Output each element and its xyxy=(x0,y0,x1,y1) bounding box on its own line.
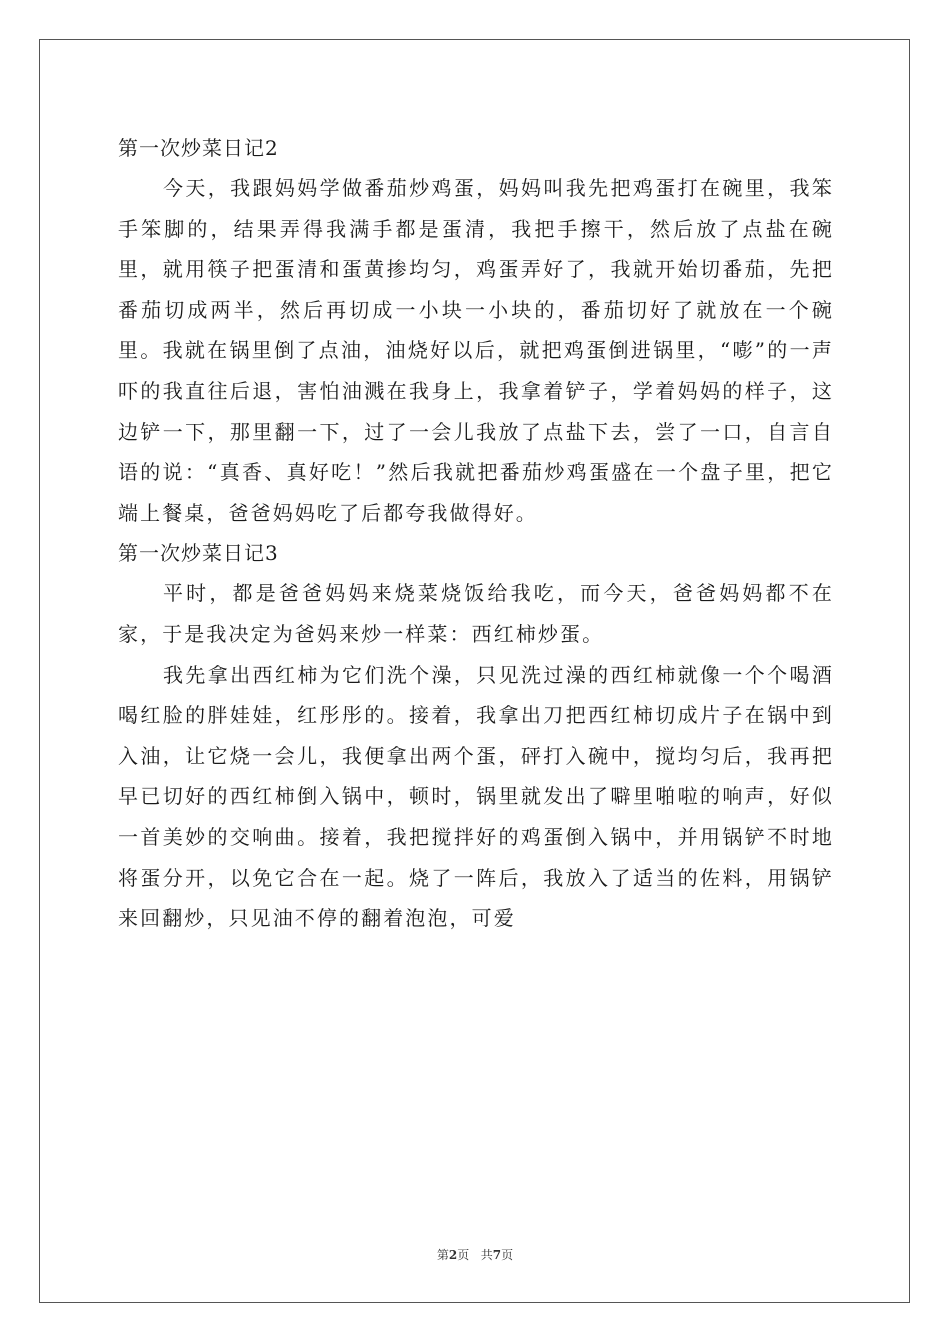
page-footer xyxy=(0,1246,950,1263)
page-total-number: 7 xyxy=(492,1248,502,1262)
section-diary-2 xyxy=(118,128,834,533)
paragraph: 平时，都是爸爸妈妈来烧菜烧饭给我吃，而今天，爸爸妈妈都不在家，于是我决定为爸妈来炒一样菜：西红柿炒蛋。 xyxy=(118,581,834,646)
page-suffix: 页 xyxy=(501,1248,514,1262)
section-diary-3 xyxy=(118,533,834,938)
document-body xyxy=(118,128,834,939)
page-prefix: 第 xyxy=(436,1248,449,1262)
page-current-number: 2 xyxy=(448,1248,458,1262)
section-title: 第一次炒菜日记2 xyxy=(118,136,279,160)
section-title: 第一次炒菜日记3 xyxy=(118,541,279,566)
paragraph: 我先拿出西红柿为它们洗个澡，只见洗过澡的西红柿就像一个个喝酒喝红脸的胖娃娃，红彤彤的。接着，我拿出刀把西红柿切成片子在锅中到入油，让它烧一会儿，我便拿出两个蛋，砰打入碗中，搅均匀后，我再把早已切好的西红柿倒入锅中，顿时，锅里就发出了噼里啪啦的响声，好似一首美妙的交响曲。接着，我把搅拌好的鸡蛋倒入锅中，并用锅铲不时地将蛋分开，以免它合在一起。烧了一阵后，我放入了适当的佐料，用锅铲来回翻炒，只见油不停的翻着泡泡，可爱 xyxy=(118,662,834,931)
paragraph: 今天，我跟妈妈学做番茄炒鸡蛋，妈妈叫我先把鸡蛋打在碗里，我笨手笨脚的，结果弄得我满手都是蛋清，我把手擦干，然后放了点盐在碗里，就用筷子把蛋清和蛋黄掺均匀，鸡蛋弄好了，我就开始切番茄，先把番茄切成两半，然后再切成一小块一小块的，番茄切好了就放在一个碗里。我就在锅里倒了点油，油烧好以后，就把鸡蛋倒进锅里，“嘭”的一声吓的我直往后退，害怕油溅在我身上，我拿着铲子，学着妈妈的样子，这边铲一下，那里翻一下，过了一会儿我放了点盐下去，尝了一口，自言自语的说：“真香、真好吃！”然后我就把番茄炒鸡蛋盛在一个盘子里，把它端上餐桌，爸爸妈妈吃了后都夸我做得好。 xyxy=(118,176,834,525)
page-mid: 页 共 xyxy=(457,1248,493,1262)
